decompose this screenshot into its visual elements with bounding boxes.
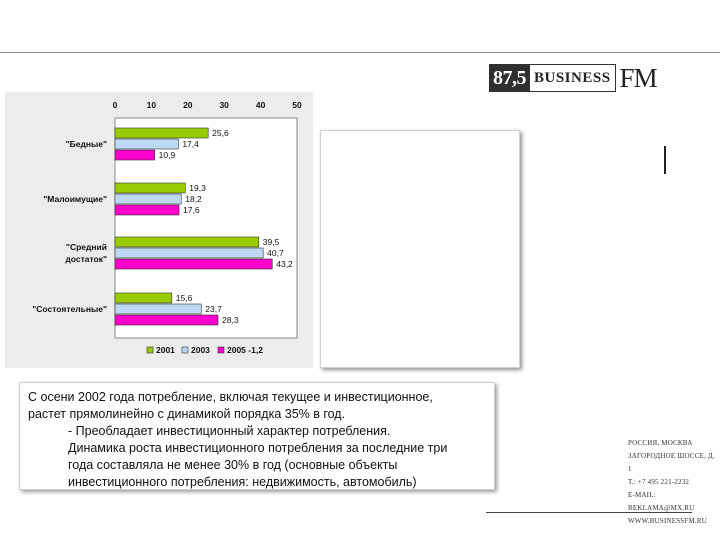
category-label: "Малоимущие" (43, 194, 107, 204)
bar (115, 183, 185, 193)
contact-phone: Т.: +7 495 221-2232 (628, 478, 690, 486)
data-label: 17,4 (182, 139, 199, 149)
description-bullet: - Преобладает инвестиционный характер потребления. (68, 424, 391, 438)
data-label: 19,3 (189, 183, 206, 193)
x-tick-label: 30 (219, 100, 229, 110)
description-line-5: года составляла не менее 30% в год (основные объекты (68, 458, 398, 472)
x-tick-label: 40 (255, 100, 266, 110)
data-label: 15,6 (175, 293, 193, 303)
contact-address: ЗАГОРОДНОЕ ШОССЕ, Д. 1 (628, 452, 715, 473)
description-line-2: растет прямолинейно с динамикой порядка 35% в год. (28, 407, 346, 421)
legend-label: 2001 (156, 345, 175, 355)
category-label: "Средний (65, 242, 107, 252)
bar (115, 128, 208, 138)
x-tick-label: 50 (292, 100, 302, 110)
data-label: 40,7 (267, 248, 284, 258)
x-tick-label: 10 (146, 100, 157, 110)
bar (115, 293, 172, 303)
bar-chart-svg (5, 92, 313, 368)
data-label: 10,9 (158, 150, 176, 160)
business-fm-logo (489, 64, 657, 92)
description-line-4: Динамика роста инвестиционного потребления за последние три (68, 441, 448, 455)
contact-block (628, 437, 718, 528)
bar (115, 205, 179, 215)
description-line-6: инвестиционного потребления: недвижимость, автомобиль) (68, 475, 417, 489)
category-label: "Состоятельные" (32, 304, 107, 314)
bar (115, 315, 218, 325)
data-label: 18,2 (185, 194, 202, 204)
bar (115, 259, 272, 269)
placeholder-panel (320, 130, 520, 368)
description-line-1: С осени 2002 года потребление, включая текущее и инвестиционное, (28, 390, 433, 404)
category-label: "Бедные" (65, 139, 107, 149)
data-label: 17,6 (183, 205, 200, 215)
bottom-divider (486, 512, 692, 513)
x-tick-label: 0 (112, 100, 118, 110)
legend-label: 2003 (191, 345, 210, 355)
legend-swatch (182, 347, 188, 353)
data-label: 28,3 (222, 315, 239, 325)
data-label: 43,2 (276, 259, 293, 269)
bar (115, 194, 181, 204)
bar (115, 139, 178, 149)
legend-swatch (147, 347, 153, 353)
data-label: 25,6 (212, 128, 229, 138)
description-box (19, 382, 495, 490)
legend-label: 2005 -1,2 (227, 345, 263, 355)
data-label: 39,5 (262, 237, 280, 247)
top-divider (0, 52, 720, 53)
bar (115, 237, 259, 247)
bar (115, 304, 201, 314)
contact-country: РОССИЯ, МОСКВА (628, 439, 693, 447)
logo-frequency: 87,5 (489, 64, 530, 92)
logo-fm: FM (619, 63, 657, 93)
bar (115, 150, 155, 160)
data-label: 23,7 (205, 304, 222, 314)
bar (115, 248, 263, 258)
x-tick-label: 20 (183, 100, 193, 110)
legend-swatch (218, 347, 224, 353)
bar-chart (5, 92, 313, 368)
category-label: достаток" (65, 254, 107, 264)
text-cursor (664, 146, 666, 174)
contact-website: WWW.BUSINESSFM.RU (628, 517, 707, 525)
contact-email: E-MAIL: REKLAMA@MX.RU (628, 491, 695, 512)
logo-business-word: BUSINESS (530, 64, 616, 92)
